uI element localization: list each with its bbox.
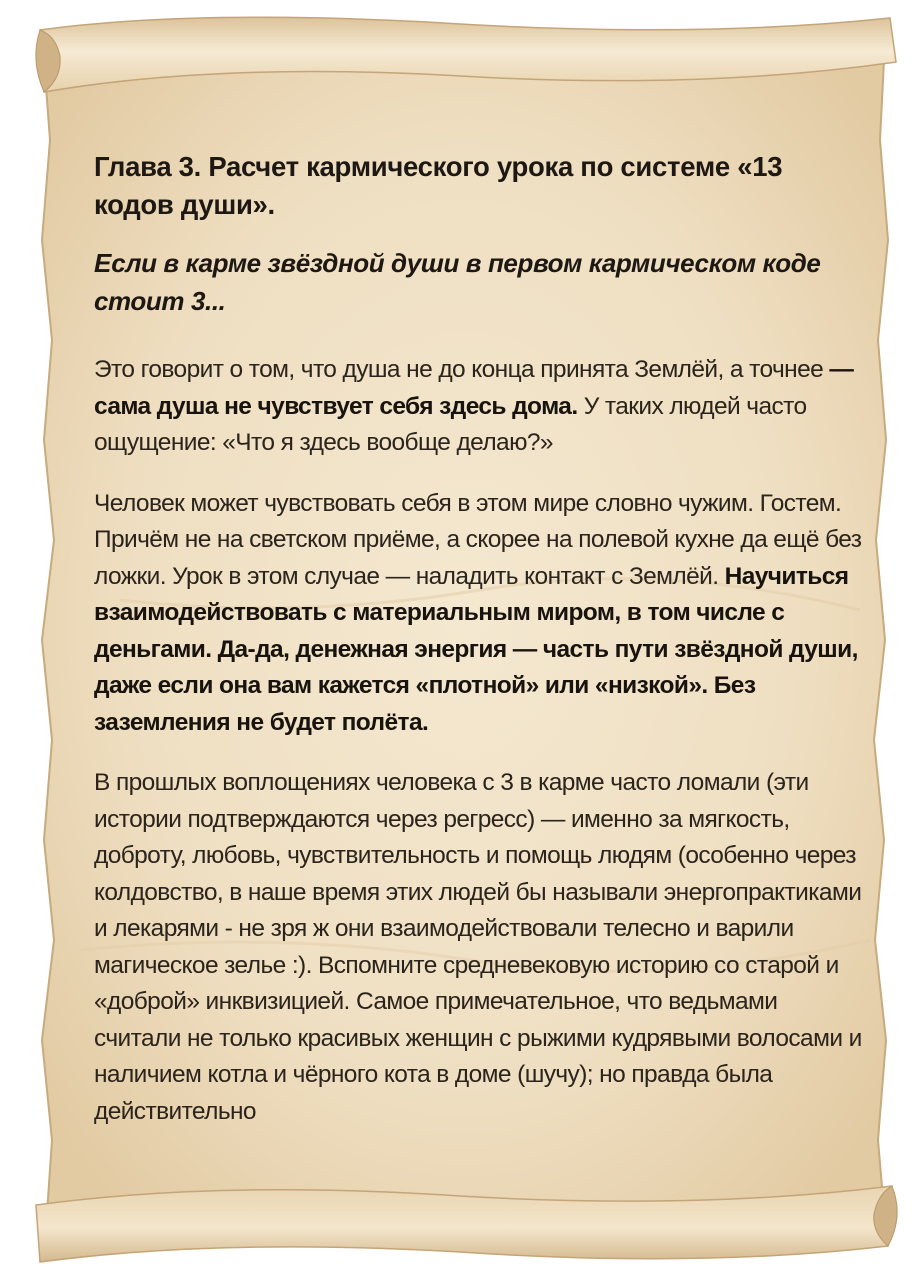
paragraph-3 bbox=[94, 765, 864, 1130]
chapter-subtitle: Если в карме звёздной души в первом кармическом коде стоит 3... bbox=[94, 248, 821, 316]
paragraph-2-bold: Научиться взаимодействовать с материальным миром, в том числе с деньгами. Да-да, денежная энергия — часть пути звёздной души, даже если она вам кажется «плотной» или «низкой». Без заземления не будет полёта. bbox=[94, 562, 858, 736]
paragraph-1-text-2: У таких людей часто ощущение: «Что я здесь вообще делаю?» bbox=[94, 392, 807, 456]
chapter-title: Глава 3. Расчет кармического урока по системе «13 кодов души». bbox=[94, 151, 783, 220]
document-body bbox=[94, 148, 864, 1154]
bottom-roll bbox=[36, 1186, 892, 1262]
paragraph-1 bbox=[94, 352, 864, 462]
paragraph-2 bbox=[94, 486, 864, 742]
paragraph-3-text-1: В прошлых воплощениях человека с 3 в карме часто ломали (эти истории подтверждаются через регресс) — именно за мягкость, доброту, любовь, чувствительность и помощь людям (особенно через колдовство, в наше время этих людей бы называли энергопрактиками и лекарями - не зря ж они взаимодействовали телесно и варили магическое зелье :). Вспомните средневековую историю со старой и «доброй» инквизицией. Самое примечательное, что ведьмами считали не только красивых женщин с рыжими кудрявыми волосами и наличием котла и чёрного кота в доме (шучу); но правда была действительно bbox=[94, 769, 862, 1125]
paragraph-2-text-1: Человек может чувствовать себя в этом мире словно чужим. Гостем. Причём не на светском приёме, а скорее на полевой кухне да ещё без ложки. Урок в этом случае — наладить контакт с Землёй. bbox=[94, 489, 862, 590]
paragraph-1-bold: — сама душа не чувствует себя здесь дома. bbox=[94, 356, 854, 420]
paragraph-1-text-1: Это говорит о том, что душа не до конца принята Землёй, а точнее bbox=[94, 356, 830, 383]
